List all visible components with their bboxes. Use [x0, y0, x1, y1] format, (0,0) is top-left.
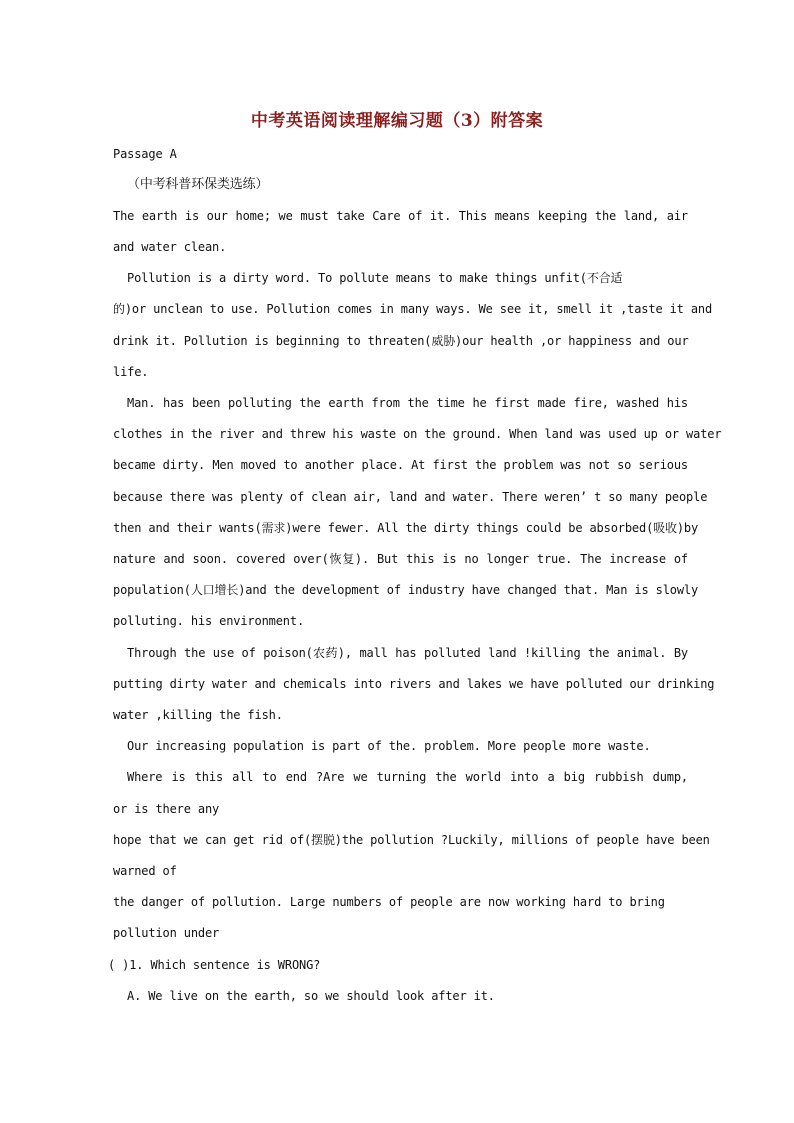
- document-title: 中考英语阅读理解编习题（3）附答案: [250, 111, 544, 131]
- text-line: The earth is our home; we must take Care of it. This means keeping the land, air: [113, 209, 688, 223]
- text-line: Man. has been polluting the earth from the time he first made fire, washed his: [127, 396, 688, 410]
- text-line: Pollution is a dirty word. To pollute means to make things unfit(不合适: [127, 271, 623, 285]
- text-line: because there was plenty of clean air, land and water. There weren’ t so many people: [113, 490, 708, 504]
- text-line: water ,killing the fish.: [113, 708, 283, 722]
- passage-label: Passage A: [113, 147, 177, 161]
- question-1-option-a: A. We live on the earth, so we should look after it.: [127, 989, 495, 1003]
- text-line: or is there any: [113, 802, 220, 816]
- text-line: then and their wants(需求)were fewer. All the dirty things could be absorbed(吸收)by: [113, 521, 699, 535]
- passage-subtitle: （中考科普环保类选练）: [127, 177, 269, 192]
- text-line: drink it. Pollution is beginning to threaten(威胁)our health ,or happiness and our: [113, 334, 689, 348]
- text-line: life.: [113, 365, 149, 379]
- text-line: Where is this all to end ?Are we turning the world into a big rubbish dump,: [127, 770, 688, 784]
- text-line: nature and soon. covered over(恢复). But this is no longer true. The increase of: [113, 552, 688, 566]
- text-line: putting dirty water and chemicals into rivers and lakes we have polluted our drinking: [113, 677, 715, 691]
- text-line: Our increasing population is part of the. problem. More people more waste.: [127, 739, 651, 753]
- text-line: population(人口增长)and the development of industry have changed that. Man is slowly: [113, 583, 699, 597]
- text-line: became dirty. Men moved to another place. At first the problem was not so serious: [113, 458, 688, 472]
- text-line: and water clean.: [113, 240, 227, 254]
- text-line: warned of: [113, 864, 177, 878]
- text-line: 的)or unclean to use. Pollution comes in many ways. We see it, smell it ,taste it and: [113, 302, 713, 316]
- text-line: clothes in the river and threw his waste on the ground. When land was used up or water: [113, 427, 722, 441]
- text-line: pollution under: [113, 926, 220, 940]
- text-line: polluting. his environment.: [113, 614, 305, 628]
- question-1: ( )1. Which sentence is WRONG?: [108, 958, 321, 972]
- text-line: Through the use of poison(农药), mall has polluted land !killing the animal. By: [127, 646, 688, 660]
- text-line: the danger of pollution. Large numbers of people are now working hard to bring: [113, 895, 665, 909]
- text-line: hope that we can get rid of(摆脱)the pollution ?Luckily, millions of people have been: [113, 833, 710, 847]
